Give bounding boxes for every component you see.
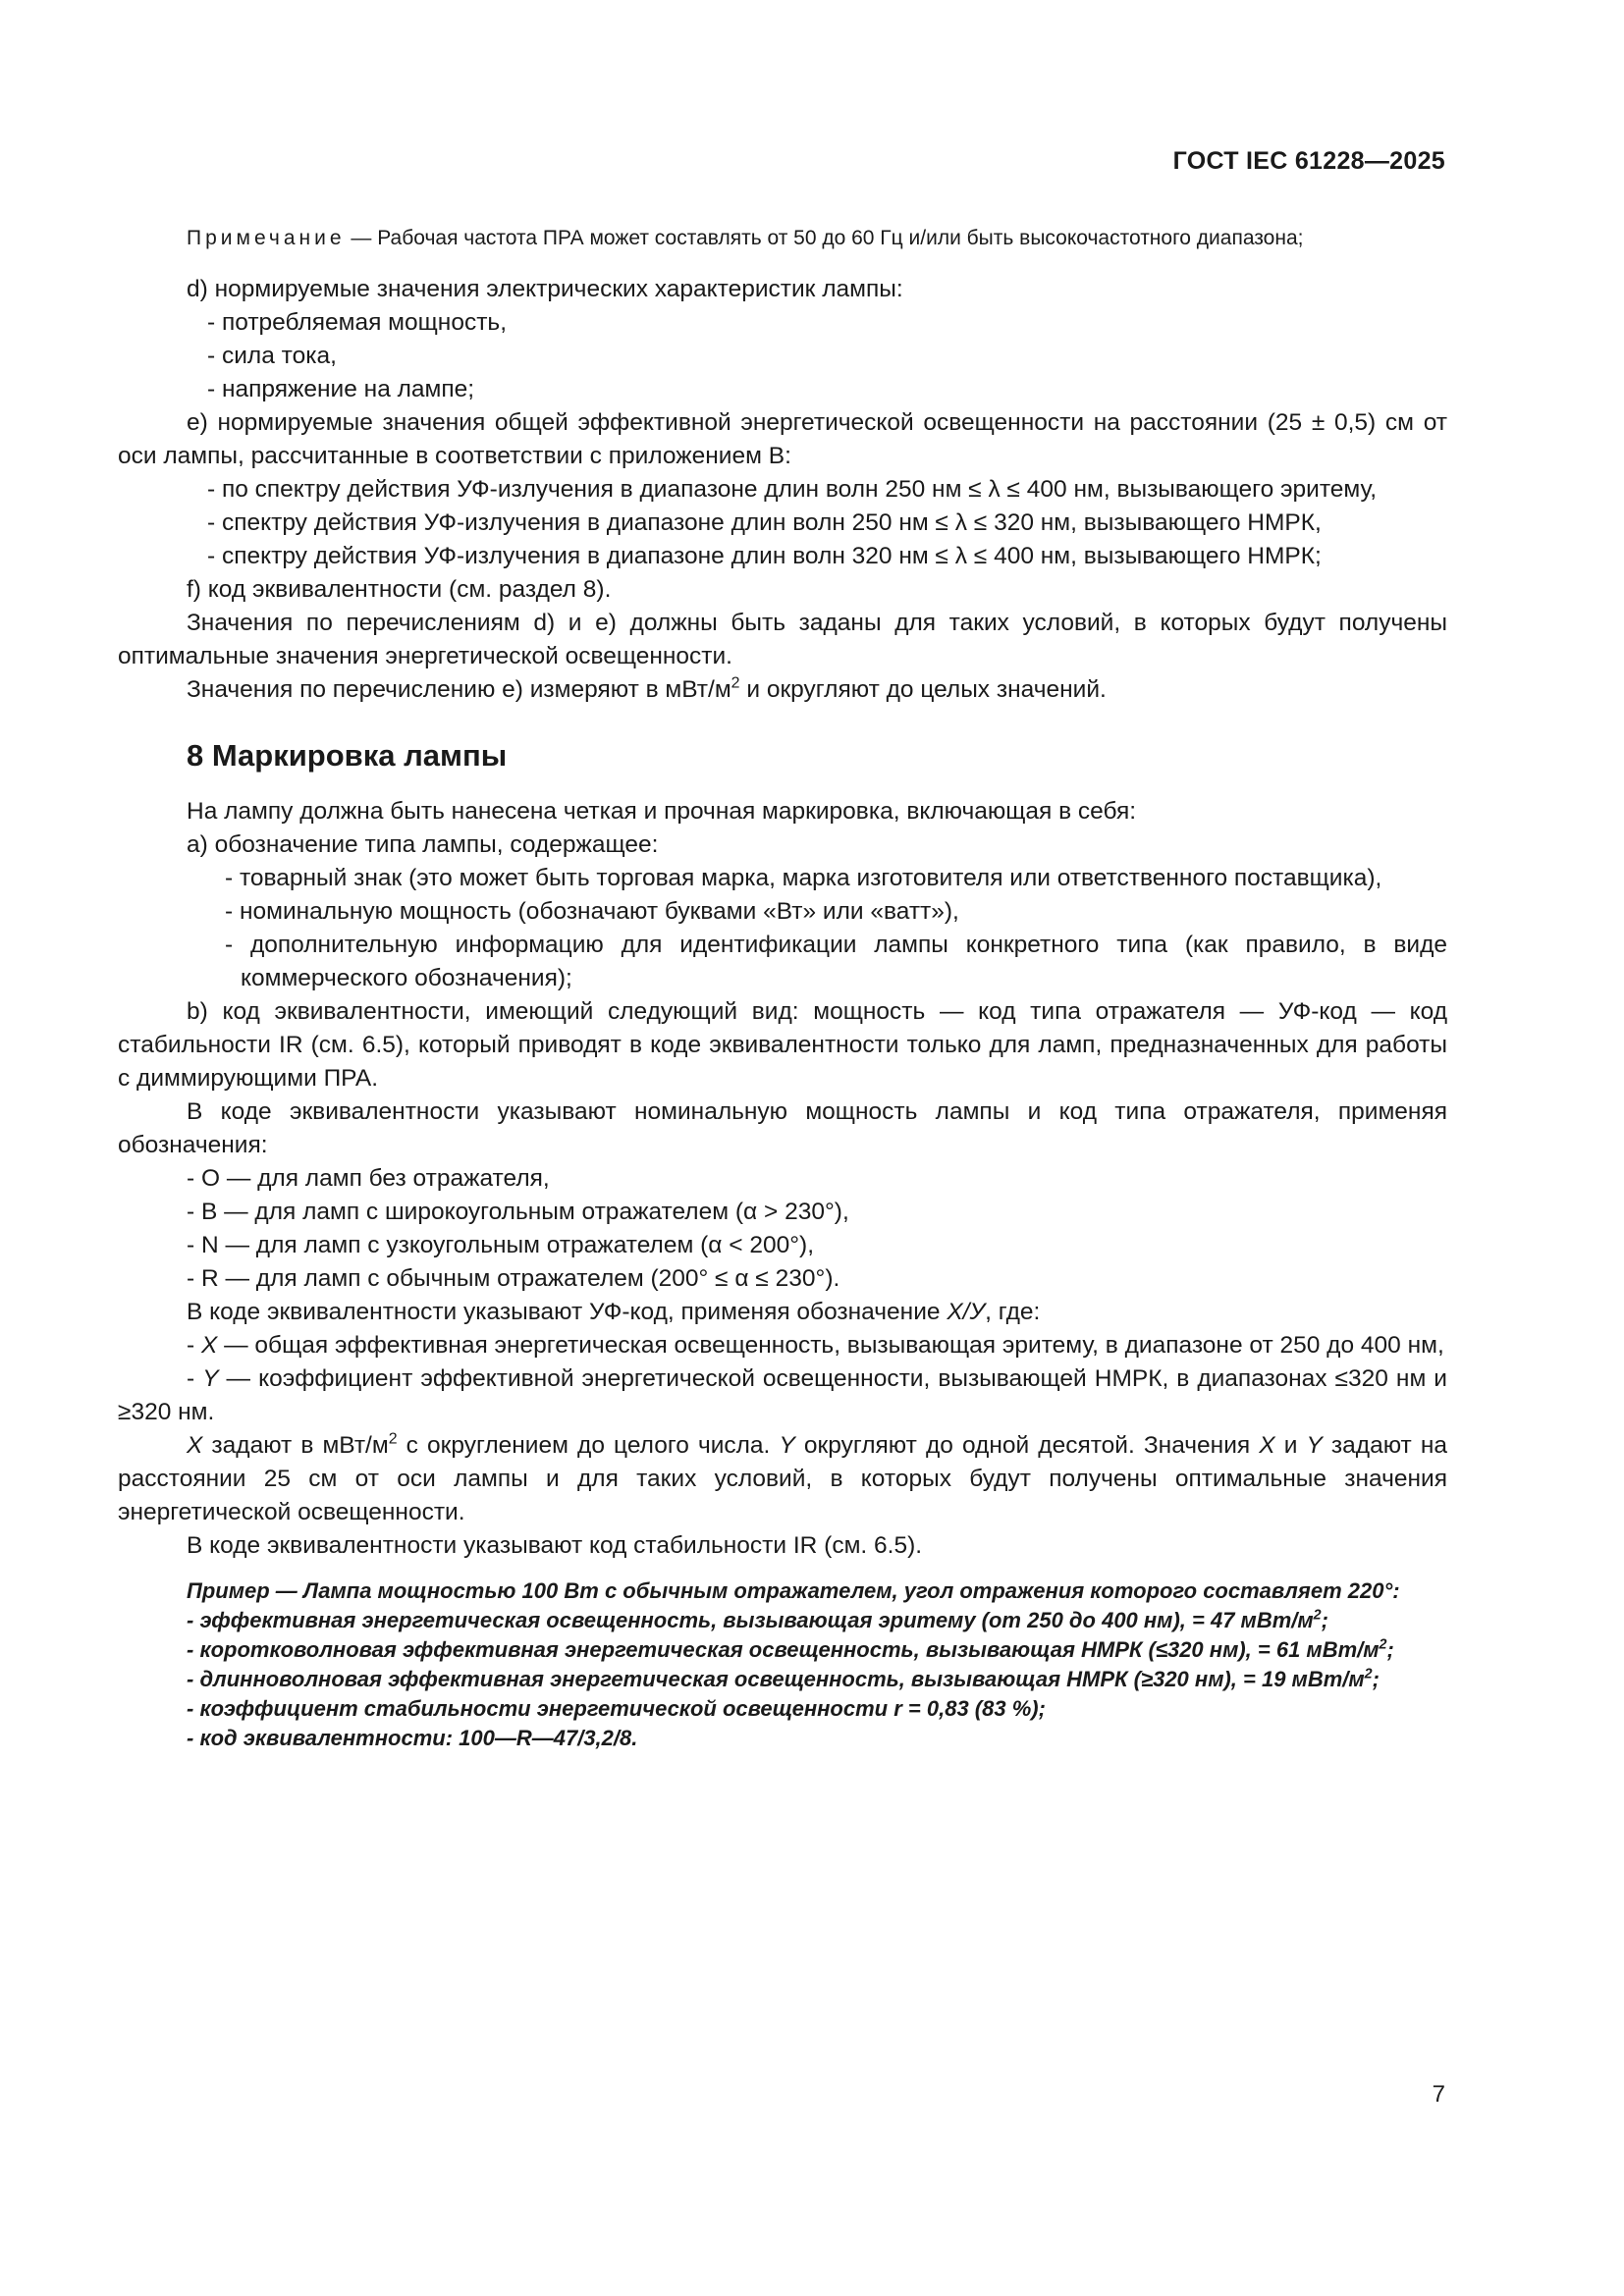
superscript: 2 — [388, 1430, 398, 1448]
para-units — [118, 673, 1447, 707]
example-text: ; — [1386, 1637, 1394, 1662]
para-units-text: Значения по перечислению e) измеряют в мВт/м — [187, 676, 731, 703]
var-y: Y — [202, 1365, 219, 1392]
list-a-item: - номинальную мощность (обозначают буквами «Вт» или «ватт»), — [225, 898, 959, 925]
list-a-item: - дополнительную информацию для идентификации лампы конкретного типа (как правило, в виде коммерческого обозначения); — [225, 932, 1447, 991]
var-x: X — [187, 1432, 203, 1459]
xy-text: с округлением до целого числа. — [397, 1432, 780, 1459]
note-text: — Рабочая частота ПРА может составлять от 50 до 60 Гц и/или быть высокочастотного диапазона; — [345, 227, 1304, 249]
xy-text: округляют до одной десятой. Значения — [794, 1432, 1260, 1459]
xy-text: задают в мВт/м — [202, 1432, 389, 1459]
list-d-item: - сила тока, — [207, 343, 337, 369]
document-body — [118, 224, 1447, 1753]
superscript: 2 — [1364, 1666, 1373, 1682]
uv-y-item: - Y — коэффициент эффективной энергетической освещенности, вызывающей НМРК, в диапазонах ≤320 нм и ≥320 нм. — [118, 1365, 1447, 1425]
example-line — [118, 1635, 1447, 1665]
example-line — [118, 1606, 1447, 1635]
uv-code: X/У — [947, 1299, 986, 1325]
example-text: ; — [1372, 1667, 1380, 1691]
example-text: - длинноволновая эффективная энергетическая освещенность, вызывающая НМРК (≥320 нм), = 19 мВт/м — [187, 1667, 1365, 1691]
uv-intro — [118, 1296, 1447, 1329]
uv-x-text: — общая эффективная энергетическая освещенность, вызывающая эритему, в диапазоне от 250 до 400 нм, — [217, 1332, 1444, 1359]
example-line — [118, 1665, 1447, 1694]
superscript: 2 — [1313, 1607, 1322, 1624]
list-d-intro: d) нормируемые значения электрических характеристик лампы: — [187, 276, 903, 302]
reflector-item: - N — для ламп с узкоугольным отражателем (α < 200°), — [187, 1232, 814, 1258]
uv-intro-text: , где: — [985, 1299, 1041, 1325]
example-line: - коэффициент стабильности энергетической освещенности r = 0,83 (83 %); — [187, 1696, 1046, 1721]
xy-paragraph — [118, 1429, 1447, 1529]
example-text: ; — [1321, 1608, 1328, 1632]
reflector-intro: В коде эквивалентности указывают номинальную мощность лампы и код типа отражателя, применяя обозначения: — [118, 1098, 1447, 1158]
para-units-text: и округляют до целых значений. — [739, 676, 1107, 703]
reflector-item: - O — для ламп без отражателя, — [187, 1165, 550, 1192]
example-text: - коротковолновая эффективная энергетическая освещенность, вызывающая НМРК (≤320 нм), = 61 мВт/м — [187, 1637, 1380, 1662]
xy-text: задают на расстоянии 25 см от оси лампы и для таких условий, в которых будут получены оптимальные значения энергетической освещенности. — [118, 1432, 1448, 1525]
reflector-item: - B — для ламп с широкоугольным отражателем (α > 230°), — [187, 1199, 849, 1225]
example-text: - эффективная энергетическая освещенность, вызывающая эритему (от 250 до 400 нм), = 47 мВт/м — [187, 1608, 1314, 1632]
var-y: Y — [1306, 1432, 1323, 1459]
list-a-item: - товарный знак (это может быть торговая марка, марка изготовителя или ответственного поставщика), — [225, 865, 1382, 891]
para-conditions: Значения по перечислениям d) и e) должны быть заданы для таких условий, в которых будут получены оптимальные значения энергетической освещенности. — [118, 610, 1447, 669]
var-y: Y — [779, 1432, 795, 1459]
ir-paragraph: В коде эквивалентности указывают код стабильности IR (см. 6.5). — [187, 1532, 923, 1559]
example-title: Пример — Лампа мощностью 100 Вт с обычным отражателем, угол отражения которого составляет 220°: — [187, 1578, 1400, 1603]
uv-intro-text: В коде эквивалентности указывают УФ-код, применяя обозначение — [187, 1299, 947, 1325]
var-x: X — [200, 1332, 218, 1359]
document-header: ГОСТ IEC 61228—2025 — [1172, 147, 1445, 175]
xy-text: и — [1274, 1432, 1307, 1459]
list-e-item: - по спектру действия УФ-излучения в диапазоне длин волн 250 нм ≤ λ ≤ 400 нм, вызывающего эритему, — [207, 476, 1378, 503]
list-e-item: - спектру действия УФ-излучения в диапазоне длин волн 250 нм ≤ λ ≤ 320 нм, вызывающего НМРК, — [207, 509, 1322, 536]
reflector-item: - R — для ламп с обычным отражателем (200° ≤ α ≤ 230°). — [187, 1265, 840, 1292]
section-intro: На лампу должна быть нанесена четкая и прочная маркировка, включающая в себя: — [187, 798, 1137, 825]
list-e-item: - спектру действия УФ-излучения в диапазоне длин волн 320 нм ≤ λ ≤ 400 нм, вызывающего НМРК; — [207, 543, 1322, 569]
example-line: - код эквивалентности: 100—R—47/3,2/8. — [187, 1726, 638, 1750]
list-b-text: b) код эквивалентности, имеющий следующий вид: мощность — код типа отражателя — УФ-код — код стабильности IR (см. 6.5), который приводят в коде эквивалентности только для ламп, предназначенных для работы с диммирующими ПРА. — [118, 998, 1447, 1092]
list-e-intro: e) нормируемые значения общей эффективной энергетической освещенности на расстоянии (25 ± 0,5) см от оси лампы, рассчитанные в соответствии с приложением B: — [118, 409, 1447, 469]
page-number: 7 — [1432, 2081, 1445, 2108]
example-block — [118, 1576, 1447, 1753]
var-x: X — [1259, 1432, 1275, 1459]
note — [118, 224, 1447, 253]
section-heading: 8 Маркировка лампы — [187, 738, 508, 773]
superscript: 2 — [731, 674, 740, 692]
uv-x-item: - X — общая эффективная энергетическая освещенность, вызывающая эритему, в диапазоне от 250 до 400 нм, — [187, 1332, 1444, 1359]
superscript: 2 — [1379, 1636, 1387, 1653]
list-a-intro: a) обозначение типа лампы, содержащее: — [187, 831, 659, 858]
list-f: f) код эквивалентности (см. раздел 8). — [187, 576, 612, 603]
uv-y-text: — коэффициент эффективной энергетической освещенности, вызывающей НМРК, в диапазонах ≤320 нм и ≥320 нм. — [118, 1365, 1447, 1425]
list-d-item: - потребляемая мощность, — [207, 309, 508, 336]
note-label: Примечание — [187, 227, 346, 249]
list-d-item: - напряжение на лампе; — [207, 376, 475, 402]
